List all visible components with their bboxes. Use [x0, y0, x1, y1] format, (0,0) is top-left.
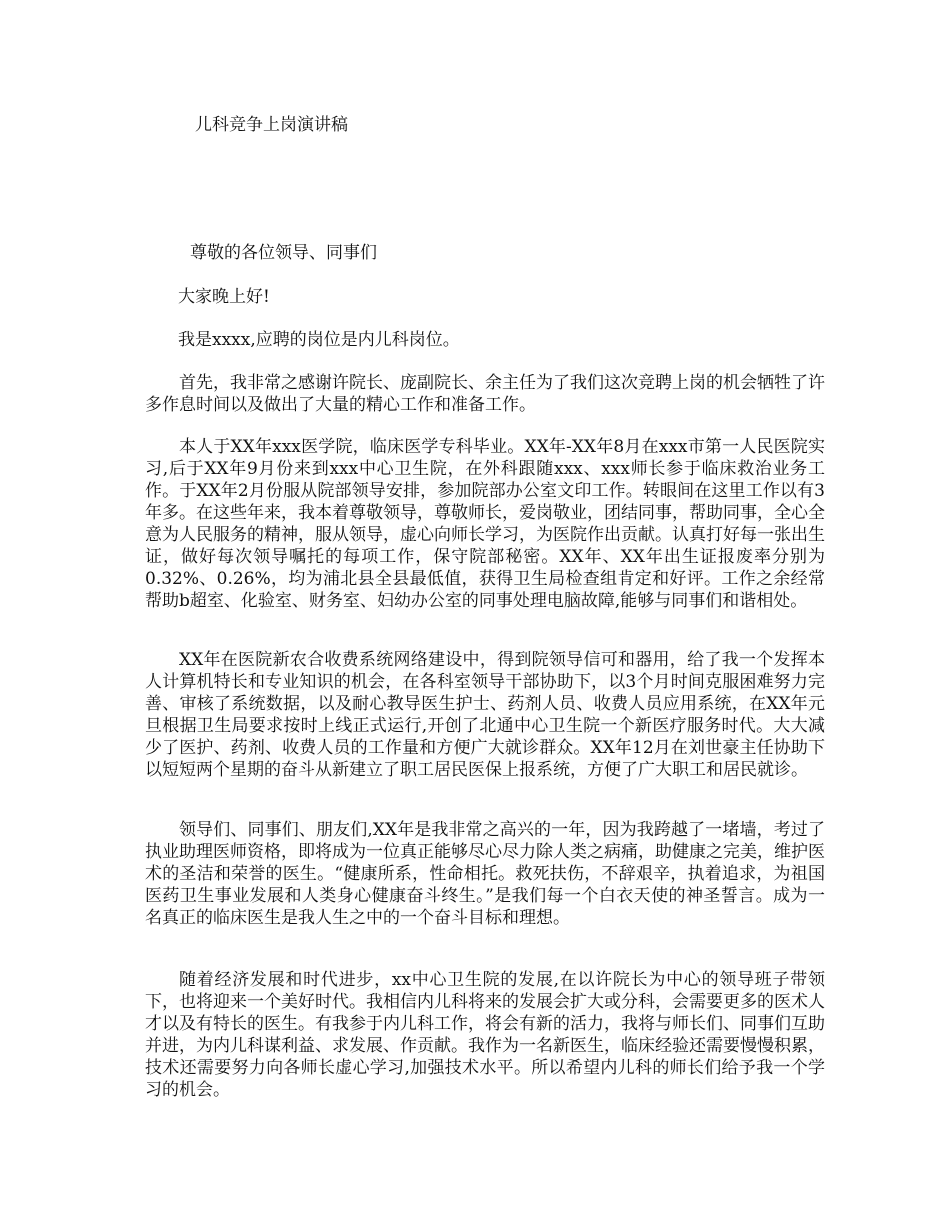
document-title: 儿科竞争上岗演讲稿: [195, 115, 348, 135]
paragraph-thanks: 首先，我非常之感谢许院长、庞副院长、余主任为了我们这次竞聘上岗的机会牺牲了许多作息时间以及做出了大量的精心工作和准备工作。: [145, 373, 825, 415]
greeting: 大家晚上好!: [178, 287, 270, 307]
intro-line: 我是xxxx,应聘的岗位是内儿科岗位。: [178, 330, 460, 350]
paragraph-future: 随着经济发展和时代进步，xx中心卫生院的发展,在以许院长为中心的领导班子带领下，也将迎来一个美好时代。我相信内儿科将来的发展会扩大或分科，会需要更多的医术人才以及有特长的医生。有我参于内儿科工作，将会有新的活力，我将与师长们、同事们互助并进，为内儿科谋利益、求发展、作贡献。我作为一名新医生，临床经验还需要慢慢积累，技术还需要努力向各师长虚心学习,加强技术水平。所以希望内儿科的师长们给予我一个学习的机会。: [145, 970, 825, 1100]
paragraph-network-system: XX年在医院新农合收费系统网络建设中，得到院领导信可和器用，给了我一个发挥本人计算机特长和专业知识的机会，在各科室领导干部协助下，以3个月时间克服困难努力完善、审核了系统数据，以及耐心教导医生护士、药剂人员、收费人员应用系统，在XX年元旦根据卫生局要求按时上线正式运行,开创了北通中心卫生院一个新医疗服务时代。大大减少了医护、药剂、收费人员的工作量和方便广大就诊群众。XX年12月在刘世豪主任协助下以短短两个星期的奋斗从新建立了职工居民医保上报系统，方便了广大职工和居民就诊。: [145, 650, 825, 780]
paragraph-background: 本人于XX年xxx医学院，临床医学专科毕业。XX年-XX年8月在xxx市第一人民医院实习,后于XX年9月份来到xxx中心卫生院，在外科跟随xxx、xxx师长参于临床救治业务工作。于XX年2月份服从院部领导安排，参加院部办公室文印工作。转眼间在这里工作以有3年多。在这些年来，我本着尊敬领导，尊敬师长，爱岗敬业，团结同事，帮助同事，全心全意为人民服务的精神，服从领导，虚心向师长学习，为医院作出贡献。认真打好每一张出生证，做好每次领导嘱托的每项工作，保守院部秘密。XX年、XX年出生证报废率分别为0.32%、0.26%，均为浦北县全县最低值，获得卫生局检查组肯定和好评。工作之余经常帮助b超室、化验室、财务室、妇幼办公室的同事处理电脑故障,能够与同事们和谐相处。: [145, 437, 825, 611]
salutation: 尊敬的各位领导、同事们: [190, 243, 377, 263]
paragraph-qualification: 领导们、同事们、朋友们,XX年是我非常之高兴的一年，因为我跨越了一堵墙，考过了执业助理医师资格，即将成为一位真正能够尽心尽力除人类之病痛，助健康之完美，维护医术的圣洁和荣誉的医生。“健康所系，性命相托。救死扶伤，不辞艰辛，执着追求，为祖国医药卫生事业发展和人类身心健康奋斗终生。”是我们每一个白衣天使的神圣誓言。成为一名真正的临床医生是我人生之中的一个奋斗目标和理想。: [145, 820, 825, 928]
